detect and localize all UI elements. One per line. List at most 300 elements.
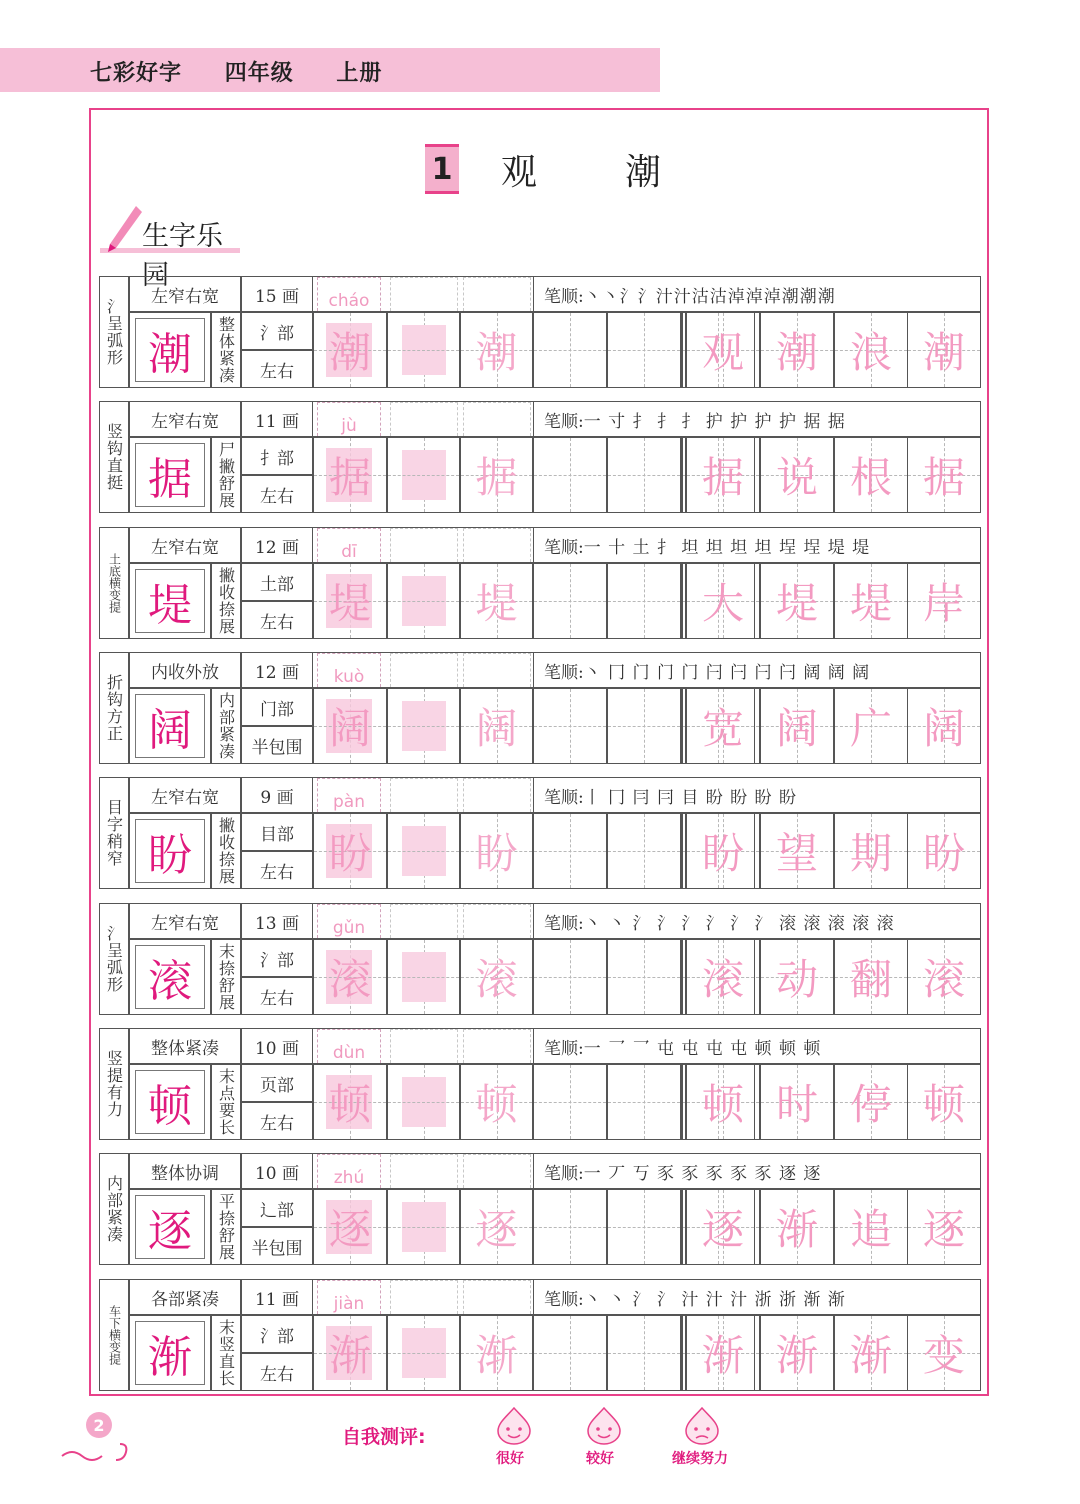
stroke-count: 9 画 <box>241 777 313 813</box>
practice-grid <box>313 1315 387 1391</box>
main-character: 滚 <box>135 945 205 1009</box>
main-character-cell <box>129 813 211 889</box>
word-grid <box>907 939 981 1015</box>
word-character: 变 <box>922 1331 965 1380</box>
word-character: 滚 <box>922 955 965 1004</box>
right-tip-cell <box>211 563 241 639</box>
practice-grid <box>387 1189 460 1265</box>
main-character-cell <box>129 939 211 1015</box>
right-tip-text: 末竖直长 <box>216 1319 236 1387</box>
practice-grid <box>533 1064 607 1140</box>
word-grid <box>686 939 760 1015</box>
word-grid <box>834 563 908 639</box>
section-heading <box>100 200 240 291</box>
stroke-order <box>533 652 981 688</box>
main-character: 阔 <box>135 694 205 758</box>
right-tip-text: 平捺舒展 <box>216 1193 236 1261</box>
pinyin-blank <box>463 528 531 562</box>
word-grid <box>760 813 834 889</box>
trace-character: 渐 <box>328 1331 371 1380</box>
right-tip-cell <box>211 312 241 388</box>
structure-note: 左窄右宽 <box>129 777 241 813</box>
pinyin: dùn <box>317 1029 381 1063</box>
pinyin-blank <box>463 1154 531 1188</box>
word-grid <box>686 312 760 388</box>
word-grid <box>907 563 981 639</box>
pinyin-blank <box>463 778 531 812</box>
stroke-order <box>533 903 981 939</box>
right-tip-cell <box>211 688 241 764</box>
word-grid <box>686 813 760 889</box>
left-tip-text: 氵呈弧形 <box>104 298 124 366</box>
outline-shade <box>402 701 446 751</box>
lesson-title: 观潮 <box>501 151 750 193</box>
practice-grid <box>460 1315 533 1391</box>
pinyin-row <box>313 903 533 939</box>
smile-face-icon <box>584 1405 624 1445</box>
right-tip-cell <box>211 813 241 889</box>
word-grid <box>907 312 981 388</box>
word-character: 据 <box>922 453 965 502</box>
main-character: 潮 <box>135 318 205 382</box>
word-character: 大 <box>701 579 744 628</box>
outline-shade <box>402 325 446 375</box>
word-grid <box>907 1189 981 1265</box>
word-grid <box>834 437 908 513</box>
word-grid <box>834 1189 908 1265</box>
word-character: 盼 <box>701 829 744 878</box>
right-tip-cell <box>211 437 241 513</box>
practice-grid <box>607 939 681 1015</box>
word-character: 逐 <box>922 1205 965 1254</box>
pinyin-blank <box>390 778 458 812</box>
pinyin-blank <box>390 402 458 436</box>
practice-grid <box>460 437 533 513</box>
practice-grid <box>607 1064 681 1140</box>
stroke-order-sequence: 丶丶氵氵汁汁沽沽淖淖淖潮潮潮 <box>583 286 836 307</box>
trace-character: 渐 <box>475 1331 518 1380</box>
section-title: 生字乐园 <box>142 221 223 291</box>
stroke-count: 13 画 <box>241 903 313 939</box>
pinyin-row <box>313 1279 533 1315</box>
practice-grid <box>313 563 387 639</box>
pinyin: pàn <box>317 778 381 812</box>
right-tip-cell <box>211 1064 241 1140</box>
word-character: 观 <box>701 328 744 377</box>
practice-block <box>99 652 981 764</box>
pinyin-row <box>313 276 533 312</box>
word-character: 渐 <box>701 1331 744 1380</box>
stroke-order <box>533 777 981 813</box>
rating-label: 较好 <box>586 1451 614 1467</box>
structure-type: 左右 <box>241 851 313 889</box>
radical-label: 扌部 <box>241 437 313 475</box>
right-tip-cell <box>211 939 241 1015</box>
main-character-cell <box>129 1064 211 1140</box>
stroke-order-sequence: 一 乛 乛 屯 屯 屯 屯 顿 顿 顿 <box>583 1038 822 1059</box>
structure-note: 左窄右宽 <box>129 276 241 312</box>
word-grid <box>760 312 834 388</box>
self-eval-label: 自我测评: <box>342 1426 426 1448</box>
radical-label: 门部 <box>241 688 313 726</box>
practice-grid <box>533 688 607 764</box>
main-character-cell <box>129 1315 211 1391</box>
word-character: 渐 <box>775 1205 818 1254</box>
practice-grid <box>533 437 607 513</box>
practice-grid <box>460 939 533 1015</box>
practice-grid <box>607 563 681 639</box>
structure-note: 整体协调 <box>129 1153 241 1189</box>
practice-grid <box>387 437 460 513</box>
word-grid <box>686 1064 760 1140</box>
word-grid <box>834 939 908 1015</box>
word-character: 堤 <box>849 579 892 628</box>
trace-character: 堤 <box>328 579 371 628</box>
left-tip-text: 折钩方正 <box>104 674 124 742</box>
practice-grid <box>460 563 533 639</box>
word-character: 渐 <box>849 1331 892 1380</box>
pinyin-blank <box>390 1029 458 1063</box>
stroke-count: 12 画 <box>241 652 313 688</box>
trace-character: 顿 <box>328 1080 371 1129</box>
word-grid <box>907 437 981 513</box>
practice-grid <box>387 1064 460 1140</box>
trace-character: 盼 <box>475 829 518 878</box>
word-character: 渐 <box>775 1331 818 1380</box>
pinyin-row <box>313 1153 533 1189</box>
practice-block <box>99 276 981 388</box>
word-character: 潮 <box>775 328 818 377</box>
practice-grid <box>607 312 681 388</box>
outline-shade <box>402 450 446 500</box>
trace-character: 阔 <box>475 704 518 753</box>
right-tip-text: 末捺舒展 <box>216 943 236 1011</box>
lesson-number: 1 <box>425 144 459 194</box>
stroke-order <box>533 1279 981 1315</box>
structure-note: 整体紧凑 <box>129 1028 241 1064</box>
radical-label: 页部 <box>241 1064 313 1102</box>
word-grid <box>907 1064 981 1140</box>
rating-label: 继续努力 <box>672 1451 728 1467</box>
practice-grid <box>533 1315 607 1391</box>
practice-grid <box>313 1189 387 1265</box>
word-grid <box>834 813 908 889</box>
main-character: 顿 <box>135 1070 205 1134</box>
word-grid <box>760 437 834 513</box>
word-character: 滚 <box>701 955 744 1004</box>
pinyin: dī <box>317 528 381 562</box>
practice-grid <box>533 813 607 889</box>
right-tip-cell <box>211 1189 241 1265</box>
outline-shade <box>402 826 446 876</box>
radical-label: 辶部 <box>241 1189 313 1227</box>
practice-grid <box>460 1189 533 1265</box>
right-tip-text: 内部紧凑 <box>216 692 236 760</box>
word-grid <box>686 437 760 513</box>
radical-label: 氵部 <box>241 1315 313 1353</box>
practice-block <box>99 1153 981 1265</box>
left-tip-cell <box>99 527 129 639</box>
word-character: 动 <box>775 955 818 1004</box>
word-character: 宽 <box>701 704 744 753</box>
word-grid <box>907 813 981 889</box>
left-tip-text: 目字稍窄 <box>104 799 124 867</box>
page-number: 2 <box>86 1412 112 1438</box>
right-tip-text: 末点要长 <box>216 1068 236 1136</box>
stroke-order-sequence: 丶 丶 氵 氵 汁 汁 汁 浙 浙 渐 渐 <box>583 1289 846 1310</box>
structure-type: 左右 <box>241 1353 313 1391</box>
main-character-cell <box>129 437 211 513</box>
word-character: 翻 <box>849 955 892 1004</box>
trace-character: 顿 <box>475 1080 518 1129</box>
stroke-count: 10 画 <box>241 1153 313 1189</box>
structure-type: 左右 <box>241 1102 313 1140</box>
structure-note: 各部紧凑 <box>129 1279 241 1315</box>
series-title: 七彩好字 <box>90 61 183 86</box>
stroke-order-sequence: 一 丆 丂 豕 豕 豕 豕 豕 逐 逐 <box>583 1163 822 1184</box>
stroke-order-sequence: 一 寸 扌 扌 扌 护 护 护 护 据 据 <box>583 411 846 432</box>
practice-block <box>99 903 981 1015</box>
practice-grid <box>313 312 387 388</box>
main-character: 据 <box>135 443 205 507</box>
word-character: 阔 <box>922 704 965 753</box>
practice-grid <box>387 563 460 639</box>
left-tip-text: 车下横变提 <box>107 1305 122 1365</box>
structure-type: 左右 <box>241 601 313 639</box>
structure-type: 半包围 <box>241 726 313 764</box>
word-character: 顿 <box>701 1080 744 1129</box>
outline-shade <box>402 952 446 1002</box>
main-character-cell <box>129 1189 211 1265</box>
stroke-count: 11 画 <box>241 401 313 437</box>
stroke-order-label: 笔顺: <box>544 1038 584 1059</box>
lesson-heading <box>425 143 749 195</box>
practice-block <box>99 1028 981 1140</box>
practice-grid <box>387 939 460 1015</box>
practice-grid <box>387 312 460 388</box>
pinyin-blank <box>390 1280 458 1314</box>
outline-shade <box>402 1202 446 1252</box>
left-tip-cell <box>99 401 129 513</box>
left-tip-text: 竖提有力 <box>104 1050 124 1118</box>
sad-face-icon <box>682 1405 722 1445</box>
radical-label: 土部 <box>241 563 313 601</box>
grade-label: 四年级 <box>224 61 294 86</box>
pinyin-blank <box>390 904 458 938</box>
practice-grid <box>533 563 607 639</box>
main-character: 盼 <box>135 819 205 883</box>
practice-grid <box>387 813 460 889</box>
trace-character: 潮 <box>328 328 371 377</box>
word-grid <box>760 688 834 764</box>
pinyin-blank <box>463 1280 531 1314</box>
stroke-order <box>533 527 981 563</box>
practice-grid <box>460 813 533 889</box>
pinyin-blank <box>463 1029 531 1063</box>
left-tip-text: 土底横变提 <box>107 553 122 613</box>
left-tip-cell <box>99 1028 129 1140</box>
structure-type: 左右 <box>241 977 313 1015</box>
word-character: 逐 <box>701 1205 744 1254</box>
trace-character: 逐 <box>475 1205 518 1254</box>
word-grid <box>907 1315 981 1391</box>
radical-label: 氵部 <box>241 312 313 350</box>
word-grid <box>760 1064 834 1140</box>
header-text <box>90 56 416 87</box>
trace-character: 潮 <box>475 328 518 377</box>
structure-type: 左右 <box>241 475 313 513</box>
word-grid <box>760 939 834 1015</box>
stroke-order <box>533 1028 981 1064</box>
practice-grid <box>387 1315 460 1391</box>
volume-label: 上册 <box>336 61 383 86</box>
pinyin-blank <box>390 277 458 311</box>
happy-face-icon <box>494 1405 534 1445</box>
trace-character: 滚 <box>328 955 371 1004</box>
stroke-count: 10 画 <box>241 1028 313 1064</box>
main-character: 逐 <box>135 1195 205 1259</box>
left-tip-text: 内部紧凑 <box>104 1175 124 1243</box>
main-character: 堤 <box>135 569 205 633</box>
pinyin-row <box>313 401 533 437</box>
practice-grid <box>313 1064 387 1140</box>
practice-block <box>99 777 981 889</box>
stroke-order-sequence: 丶 冂 门 门 门 闩 闩 闩 闩 阔 阔 阔 <box>583 662 871 683</box>
word-character: 阔 <box>775 704 818 753</box>
word-character: 盼 <box>922 829 965 878</box>
stroke-count: 15 画 <box>241 276 313 312</box>
pinyin-blank <box>390 1154 458 1188</box>
practice-grid <box>460 688 533 764</box>
stroke-order-label: 笔顺: <box>544 411 584 432</box>
word-character: 说 <box>775 453 818 502</box>
left-tip-cell <box>99 652 129 764</box>
rating-label: 很好 <box>496 1451 524 1467</box>
structure-note: 内收外放 <box>129 652 241 688</box>
left-tip-cell <box>99 1279 129 1391</box>
pinyin-blank <box>463 653 531 687</box>
word-grid <box>760 1315 834 1391</box>
stroke-count: 12 画 <box>241 527 313 563</box>
left-tip-cell <box>99 777 129 889</box>
stroke-order-label: 笔顺: <box>544 1289 584 1310</box>
word-character: 根 <box>849 453 892 502</box>
right-tip-text: 撇收捺展 <box>216 567 236 635</box>
main-character: 渐 <box>135 1321 205 1385</box>
main-character-cell <box>129 688 211 764</box>
practice-grid <box>387 688 460 764</box>
word-grid <box>686 563 760 639</box>
practice-block <box>99 527 981 639</box>
pinyin: zhú <box>317 1154 381 1188</box>
word-character: 潮 <box>922 328 965 377</box>
word-character: 追 <box>849 1205 892 1254</box>
practice-grid <box>313 437 387 513</box>
word-character: 堤 <box>775 579 818 628</box>
practice-grid <box>533 1189 607 1265</box>
pinyin-blank <box>463 402 531 436</box>
practice-grid <box>533 312 607 388</box>
right-tip-text: 撇收捺展 <box>216 817 236 885</box>
pinyin-blank <box>463 277 531 311</box>
practice-grid <box>533 939 607 1015</box>
stroke-order-label: 笔顺: <box>544 286 584 307</box>
word-grid <box>686 688 760 764</box>
radical-label: 氵部 <box>241 939 313 977</box>
word-grid <box>834 1315 908 1391</box>
mushroom-decoration-icon <box>60 1436 150 1466</box>
practice-grid <box>313 813 387 889</box>
pinyin-row <box>313 777 533 813</box>
word-character: 时 <box>775 1080 818 1129</box>
stroke-order-label: 笔顺: <box>544 787 584 808</box>
practice-grid <box>313 688 387 764</box>
right-tip-text: 尸撇舒展 <box>216 441 236 509</box>
left-tip-cell <box>99 1153 129 1265</box>
word-character: 浪 <box>849 328 892 377</box>
stroke-order-sequence: 一 十 土 扌 坦 坦 坦 坦 埕 埕 堤 堤 <box>583 537 871 558</box>
left-tip-cell <box>99 276 129 388</box>
stroke-order-label: 笔顺: <box>544 537 584 558</box>
trace-character: 滚 <box>475 955 518 1004</box>
pinyin: jiàn <box>317 1280 381 1314</box>
trace-character: 逐 <box>328 1205 371 1254</box>
pinyin: cháo <box>317 277 381 311</box>
word-character: 停 <box>849 1080 892 1129</box>
outline-shade <box>402 1328 446 1378</box>
stroke-order-label: 笔顺: <box>544 913 584 934</box>
word-character: 岸 <box>922 579 965 628</box>
structure-note: 左窄右宽 <box>129 903 241 939</box>
word-character: 望 <box>775 829 818 878</box>
outline-shade <box>402 1077 446 1127</box>
word-character: 据 <box>701 453 744 502</box>
pinyin: gǔn <box>317 904 381 938</box>
pinyin-row <box>313 652 533 688</box>
stroke-order <box>533 276 981 312</box>
trace-character: 盼 <box>328 829 371 878</box>
word-grid <box>760 1189 834 1265</box>
word-grid <box>834 688 908 764</box>
practice-grid <box>460 312 533 388</box>
left-tip-text: 氵呈弧形 <box>104 925 124 993</box>
word-character: 广 <box>849 704 892 753</box>
stroke-order-sequence: 丨 冂 冃 冃 目 盼 盼 盼 盼 <box>583 787 797 808</box>
left-tip-cell <box>99 903 129 1015</box>
trace-character: 据 <box>475 453 518 502</box>
main-character-cell <box>129 312 211 388</box>
stroke-order-sequence: 丶 丶 氵 氵 氵 氵 氵 氵 滚 滚 滚 滚 滚 <box>583 913 895 934</box>
practice-block <box>99 1279 981 1391</box>
practice-grid <box>607 688 681 764</box>
right-tip-cell <box>211 1315 241 1391</box>
pinyin-blank <box>390 528 458 562</box>
trace-character: 阔 <box>328 704 371 753</box>
left-tip-text: 竖钩直挺 <box>104 423 124 491</box>
practice-grid <box>607 1315 681 1391</box>
structure-type: 半包围 <box>241 1227 313 1265</box>
practice-block <box>99 401 981 513</box>
stroke-order <box>533 401 981 437</box>
stroke-count: 11 画 <box>241 1279 313 1315</box>
pinyin-row <box>313 527 533 563</box>
practice-grid <box>313 939 387 1015</box>
word-grid <box>760 563 834 639</box>
pencil-icon <box>106 204 142 254</box>
practice-grid <box>607 1189 681 1265</box>
outline-shade <box>402 576 446 626</box>
practice-grid <box>607 813 681 889</box>
